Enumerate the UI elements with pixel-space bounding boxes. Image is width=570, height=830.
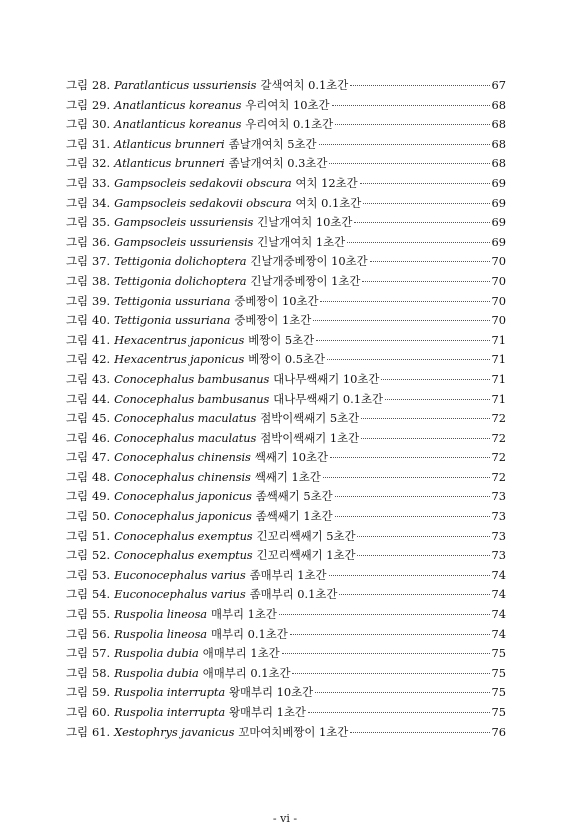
figure-prefix: 그림 (66, 117, 89, 132)
scientific-name: Conocephalus exemptus (114, 548, 253, 563)
figure-entry (66, 487, 506, 507)
figure-entry (66, 507, 506, 527)
page-number: 69 (491, 195, 506, 210)
page-number: 73 (491, 489, 506, 504)
figure-number: 57. (92, 646, 111, 661)
korean-caption: 좀날개여치 5초간 (228, 136, 317, 151)
scientific-name: Conocephalus chinensis (114, 469, 251, 484)
page-number: 68 (491, 136, 506, 151)
figure-number: 47. (92, 450, 111, 465)
figure-number: 36. (92, 234, 111, 249)
scientific-name: Hexacentrus japonicus (114, 352, 245, 367)
figure-number: 41. (92, 332, 111, 347)
korean-caption: 왕매부리 10초간 (229, 685, 314, 700)
figure-number: 32. (92, 156, 111, 171)
leader-dots (323, 477, 490, 478)
leader-dots (361, 418, 489, 419)
figure-entry (66, 233, 506, 253)
leader-dots (385, 399, 489, 400)
scientific-name: Conocephalus maculatus (114, 430, 257, 445)
figure-prefix: 그림 (66, 332, 89, 347)
page-number: 68 (491, 97, 506, 112)
leader-dots (282, 653, 490, 654)
figure-prefix: 그림 (66, 352, 89, 367)
figure-entry (66, 527, 506, 547)
figure-entry (66, 409, 506, 429)
figure-prefix: 그림 (66, 646, 89, 661)
figure-prefix: 그림 (66, 97, 89, 112)
figure-prefix: 그림 (66, 469, 89, 484)
korean-caption: 애매부리 1초간 (202, 646, 280, 661)
korean-caption: 좀날개여치 0.3초간 (228, 156, 328, 171)
figure-number: 34. (92, 195, 111, 210)
figure-prefix: 그림 (66, 489, 89, 504)
figure-prefix: 그림 (66, 450, 89, 465)
scientific-name: Tettigonia dolichoptera (114, 254, 247, 269)
figure-prefix: 그림 (66, 509, 89, 524)
figure-entry (66, 213, 506, 233)
page-number: 68 (491, 156, 506, 171)
korean-caption: 점박이쌕쌔기 5초간 (260, 411, 360, 426)
leader-dots (330, 457, 490, 458)
scientific-name: Tettigonia ussuriana (114, 313, 231, 328)
figure-number: 31. (92, 136, 111, 151)
figure-entry (66, 683, 506, 703)
scientific-name: Conocephalus bambusanus (114, 371, 270, 386)
figure-number: 60. (92, 705, 111, 719)
scientific-name: Paratlanticus ussuriensis (114, 78, 257, 92)
figure-prefix: 그림 (66, 78, 89, 92)
scientific-name: Euconocephalus varius (114, 587, 246, 602)
leader-dots (308, 712, 490, 713)
figure-number: 29. (92, 97, 111, 112)
korean-caption: 긴꼬리쌕쌔기 1초간 (256, 548, 356, 563)
korean-caption: 애매부리 0.1초간 (202, 665, 291, 680)
page-number: 72 (491, 450, 506, 465)
korean-caption: 긴날개중베짱이 1초간 (250, 273, 361, 288)
leader-dots (290, 634, 490, 635)
scientific-name: Conocephalus japonicus (114, 509, 252, 524)
figure-number: 61. (92, 724, 111, 739)
leader-dots (370, 261, 490, 262)
scientific-name: Ruspolia interrupta (114, 705, 226, 719)
korean-caption: 갈색여치 0.1초간 (260, 78, 349, 92)
figure-prefix: 그림 (66, 391, 89, 406)
scientific-name: Gampsocleis sedakovii obscura (114, 175, 292, 190)
leader-dots (313, 320, 489, 321)
figure-number: 52. (92, 548, 111, 563)
figure-entry (66, 703, 506, 723)
leader-dots (279, 614, 490, 615)
page-number: 72 (491, 411, 506, 426)
korean-caption: 좀매부리 1초간 (249, 567, 327, 582)
scientific-name: Tettigonia ussuriana (114, 293, 231, 308)
leader-dots (329, 575, 490, 576)
figure-number: 30. (92, 117, 111, 132)
figure-entry (66, 331, 506, 351)
page-number: 68 (491, 117, 506, 132)
page-number: 72 (491, 469, 506, 484)
figure-entry (66, 585, 506, 605)
page-number: 74 (491, 626, 506, 641)
figure-prefix: 그림 (66, 587, 89, 602)
figure-entry (66, 96, 506, 116)
figure-entry (66, 370, 506, 390)
page-number: 67 (491, 78, 506, 92)
figure-number: 56. (92, 626, 111, 641)
scientific-name: Ruspolia lineosa (114, 607, 208, 622)
leader-dots (361, 438, 489, 439)
figure-prefix: 그림 (66, 215, 89, 230)
korean-caption: 베짱이 5초간 (248, 332, 315, 347)
page-number: 69 (491, 234, 506, 249)
figure-number: 46. (92, 430, 111, 445)
figure-entry (66, 194, 506, 214)
figure-number: 59. (92, 685, 111, 700)
figure-number: 50. (92, 509, 111, 524)
scientific-name: Xestophrys javanicus (114, 724, 235, 739)
korean-caption: 중베짱이 10초간 (234, 293, 319, 308)
page-number: 71 (491, 352, 506, 367)
scientific-name: Ruspolia dubia (114, 646, 199, 661)
figure-number: 43. (92, 371, 111, 386)
figure-prefix: 그림 (66, 548, 89, 563)
figure-entry (66, 174, 506, 194)
korean-caption: 대나무쌕쌔기 0.1초간 (273, 391, 384, 406)
figure-number: 55. (92, 607, 111, 622)
figure-entry (66, 644, 506, 664)
figure-number: 49. (92, 489, 111, 504)
korean-caption: 긴꼬리쌕쌔기 5초간 (256, 528, 356, 543)
korean-caption: 점박이쌕쌔기 1초간 (260, 430, 360, 445)
figure-prefix: 그림 (66, 371, 89, 386)
figure-prefix: 그림 (66, 528, 89, 543)
figure-prefix: 그림 (66, 685, 89, 700)
page-footer: - vi - (272, 812, 298, 825)
page-number: 71 (491, 391, 506, 406)
figure-entry (66, 350, 506, 370)
korean-caption: 좀쌕쌔기 1초간 (255, 509, 333, 524)
korean-caption: 쌕쌔기 1초간 (254, 469, 321, 484)
page-number: 71 (491, 332, 506, 347)
figure-entry (66, 292, 506, 312)
korean-caption: 매부리 0.1초간 (211, 626, 288, 641)
figure-prefix: 그림 (66, 136, 89, 151)
scientific-name: Anatlanticus koreanus (114, 97, 242, 112)
scientific-name: Hexacentrus japonicus (114, 332, 245, 347)
leader-dots (335, 516, 490, 517)
leader-dots (316, 340, 489, 341)
page-number: 73 (491, 528, 506, 543)
figure-number: 33. (92, 175, 111, 190)
leader-dots (350, 85, 489, 86)
leader-dots (332, 105, 490, 106)
page-number: 75 (491, 685, 506, 700)
page-number: 73 (491, 509, 506, 524)
figure-number: 37. (92, 254, 111, 269)
figure-number: 35. (92, 215, 111, 230)
page-number: 73 (491, 548, 506, 563)
leader-dots (363, 203, 489, 204)
figure-entry (66, 154, 506, 174)
korean-caption: 왕매부리 1초간 (229, 705, 306, 719)
korean-caption: 긴날개여치 1초간 (257, 234, 346, 249)
korean-caption: 긴날개중베짱이 10초간 (250, 254, 368, 269)
korean-caption: 중베짱이 1초간 (234, 313, 312, 328)
figure-number: 53. (92, 567, 111, 582)
figure-number: 58. (92, 665, 111, 680)
figure-number: 28. (92, 78, 111, 92)
figure-entry (66, 252, 506, 272)
figure-entry (66, 625, 506, 645)
figure-prefix: 그림 (66, 626, 89, 641)
korean-caption: 매부리 1초간 (211, 607, 277, 622)
figure-prefix: 그림 (66, 273, 89, 288)
scientific-name: Anatlanticus koreanus (114, 117, 242, 132)
scientific-name: Conocephalus japonicus (114, 489, 252, 504)
figure-entry (66, 566, 506, 586)
figure-prefix: 그림 (66, 567, 89, 582)
page-number: 70 (491, 293, 506, 308)
korean-caption: 우리여치 10초간 (245, 97, 330, 112)
figure-entry (66, 311, 506, 331)
scientific-name: Euconocephalus varius (114, 567, 246, 582)
scientific-name: Conocephalus bambusanus (114, 391, 270, 406)
figure-prefix: 그림 (66, 705, 89, 719)
scientific-name: Conocephalus exemptus (114, 528, 253, 543)
korean-caption: 베짱이 0.5초간 (248, 352, 325, 367)
page-number: 70 (491, 273, 506, 288)
page-number: 75 (491, 665, 506, 680)
scientific-name: Ruspolia dubia (114, 665, 199, 680)
leader-dots (335, 124, 489, 125)
figure-prefix: 그림 (66, 411, 89, 426)
leader-dots (357, 555, 489, 556)
leader-dots (292, 673, 489, 674)
figure-prefix: 그림 (66, 607, 89, 622)
scientific-name: Ruspolia lineosa (114, 626, 208, 641)
leader-dots (357, 536, 489, 537)
figure-prefix: 그림 (66, 430, 89, 445)
scientific-name: Gampsocleis ussuriensis (114, 234, 254, 249)
figure-entry (66, 135, 506, 155)
scientific-name: Conocephalus maculatus (114, 411, 257, 426)
figure-entry (66, 664, 506, 684)
figure-entry (66, 429, 506, 449)
leader-dots (381, 379, 489, 380)
figure-entry (66, 468, 506, 488)
page-number: 75 (491, 646, 506, 661)
leader-dots (320, 301, 489, 302)
figure-entry (66, 546, 506, 566)
figure-entry (66, 272, 506, 292)
figure-prefix: 그림 (66, 175, 89, 190)
figure-prefix: 그림 (66, 156, 89, 171)
figure-prefix: 그림 (66, 293, 89, 308)
figure-number: 48. (92, 469, 111, 484)
page-number: 74 (491, 587, 506, 602)
page-number: 69 (491, 215, 506, 230)
korean-caption: 우리여치 0.1초간 (245, 117, 334, 132)
page-number: 74 (491, 607, 506, 622)
leader-dots (347, 242, 489, 243)
figure-number: 54. (92, 587, 111, 602)
figure-entry (66, 76, 506, 96)
figure-prefix: 그림 (66, 665, 89, 680)
figure-number: 42. (92, 352, 111, 367)
figure-list (66, 76, 506, 742)
korean-caption: 긴날개여치 10초간 (257, 215, 353, 230)
figure-entry (66, 723, 506, 743)
korean-caption: 쌕쌔기 10초간 (254, 450, 328, 465)
figure-number: 40. (92, 313, 111, 328)
figure-number: 44. (92, 391, 111, 406)
figure-prefix: 그림 (66, 234, 89, 249)
korean-caption: 좀쌕쌔기 5초간 (255, 489, 333, 504)
leader-dots (354, 222, 489, 223)
page-number: 70 (491, 313, 506, 328)
leader-dots (319, 144, 490, 145)
figure-entry (66, 115, 506, 135)
figure-entry (66, 605, 506, 625)
page-number: 75 (491, 705, 506, 719)
figure-number: 45. (92, 411, 111, 426)
scientific-name: Conocephalus chinensis (114, 450, 251, 465)
figure-prefix: 그림 (66, 254, 89, 269)
scientific-name: Ruspolia interrupta (114, 685, 226, 700)
figure-number: 38. (92, 273, 111, 288)
figure-number: 51. (92, 528, 111, 543)
scientific-name: Tettigonia dolichoptera (114, 273, 247, 288)
page-number: 76 (491, 724, 506, 739)
figure-entry (66, 390, 506, 410)
page-number: 69 (491, 175, 506, 190)
leader-dots (350, 732, 489, 733)
korean-caption: 좀매부리 0.1초간 (249, 587, 338, 602)
scientific-name: Gampsocleis sedakovii obscura (114, 195, 292, 210)
leader-dots (329, 163, 489, 164)
figure-prefix: 그림 (66, 313, 89, 328)
figure-number: 39. (92, 293, 111, 308)
scientific-name: Gampsocleis ussuriensis (114, 215, 254, 230)
leader-dots (339, 594, 489, 595)
korean-caption: 여치 0.1초간 (295, 195, 362, 210)
figure-prefix: 그림 (66, 195, 89, 210)
leader-dots (315, 692, 489, 693)
korean-caption: 꼬마여치베짱이 1초간 (238, 724, 349, 739)
page-number: 71 (491, 371, 506, 386)
korean-caption: 여치 12초간 (295, 175, 358, 190)
leader-dots (360, 183, 490, 184)
figure-prefix: 그림 (66, 724, 89, 739)
scientific-name: Atlanticus brunneri (114, 156, 225, 171)
page-number: 70 (491, 254, 506, 269)
page-number: 72 (491, 430, 506, 445)
leader-dots (327, 359, 490, 360)
korean-caption: 대나무쌕쌔기 10초간 (273, 371, 380, 386)
figure-entry (66, 448, 506, 468)
page-number: 74 (491, 567, 506, 582)
leader-dots (335, 496, 490, 497)
leader-dots (362, 281, 489, 282)
scientific-name: Atlanticus brunneri (114, 136, 225, 151)
